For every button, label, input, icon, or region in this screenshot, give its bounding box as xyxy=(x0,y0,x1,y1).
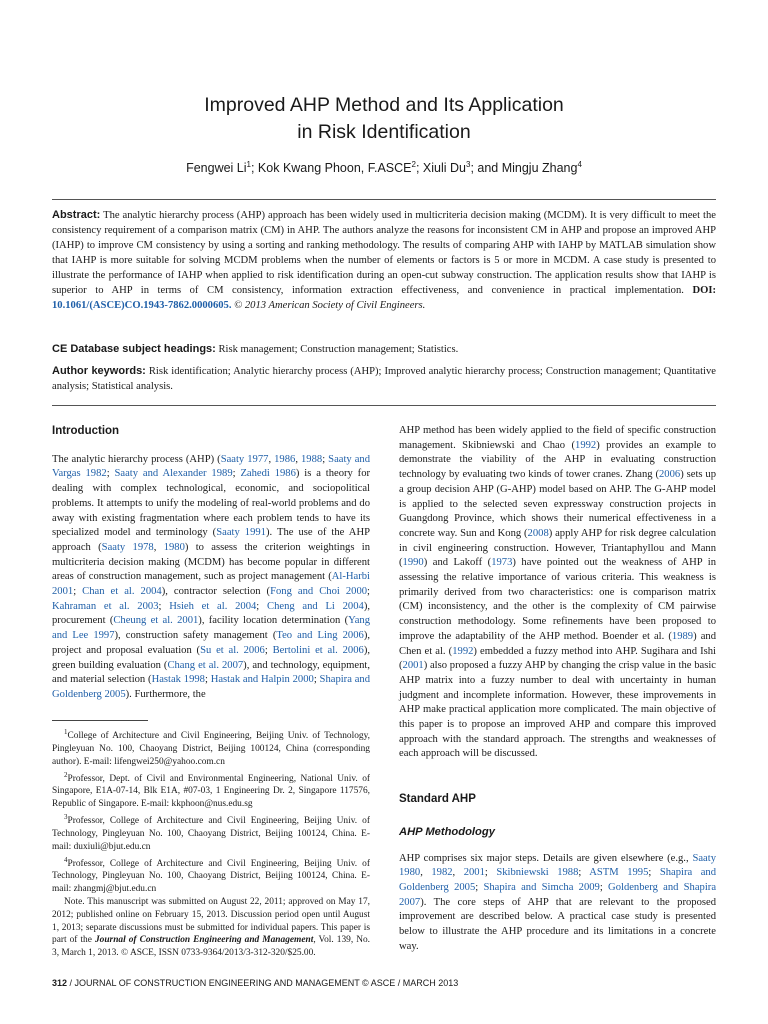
footnote-4 xyxy=(52,854,370,897)
citation-link[interactable]: 2006 xyxy=(659,469,681,481)
footnote-2 xyxy=(52,769,370,812)
citation-link[interactable]: Bertolini et al. 2006 xyxy=(272,644,364,656)
keywords-text: Risk identification; Analytic hierarchy process (AHP); Improved analytic hierarchy process; Construction management; Quantitative analysis; Statistical analysis. xyxy=(52,366,717,392)
manuscript-note xyxy=(52,896,370,960)
author-name: ; Xiuli Du xyxy=(415,161,466,176)
citation-link[interactable]: Al-Harbi 2001 xyxy=(52,571,370,598)
footnote-text: Professor, College of Architecture and Civil Engineering, Beijing Univ. of Technology, Pingleyuan No. 100, Chaoyang District, Beijing 100124, China. E-mail: zhangmj@bjut.edu.cn xyxy=(52,858,370,895)
body-text: ) is a theory for dealing with complex technological, economic, and sociopolitical problems. It attempts to unify the modeling of real-world problems and do away with existing fragmentation where each problem tends to have its specialized model and terminology ( xyxy=(52,468,371,539)
author-list xyxy=(0,160,768,175)
author-name: Fengwei Li xyxy=(186,161,247,176)
body-text: ; xyxy=(232,468,241,480)
journal-name: Journal of Construction Engineering and Management xyxy=(94,935,314,946)
divider-bottom xyxy=(52,405,716,406)
citation-link[interactable]: 2001 xyxy=(463,867,485,879)
author-name: ; Kok Kwang Phoon, F.ASCE xyxy=(250,161,412,176)
body-text: , xyxy=(268,453,275,465)
citation-link[interactable]: 2008 xyxy=(527,527,549,539)
body-text: ; xyxy=(313,674,320,686)
citation-link[interactable]: Hastak and Halpin 2000 xyxy=(210,674,314,686)
abstract xyxy=(52,208,716,313)
citation-link[interactable]: 1992 xyxy=(452,645,474,657)
body-text: ; xyxy=(475,881,484,893)
right-paragraph-1 xyxy=(399,424,716,762)
page-footer xyxy=(52,978,458,988)
citation-link[interactable]: Shapira and Goldenberg 2005 xyxy=(399,867,717,893)
paper-title xyxy=(0,92,768,146)
body-text: ) and Chen et al. ( xyxy=(399,630,716,657)
citation-link[interactable]: ASTM 1995 xyxy=(589,867,649,879)
body-text: ), procurement ( xyxy=(52,600,370,627)
body-text: The analytic hierarchy process (AHP) ( xyxy=(52,453,221,465)
citation-link[interactable]: 1986 xyxy=(274,453,296,465)
author-affil-mark: 2 xyxy=(411,160,416,169)
citation-link[interactable]: 1982 xyxy=(431,867,453,879)
citation-link[interactable]: 1990 xyxy=(402,557,424,569)
citation-link[interactable]: Saaty 1977 xyxy=(220,453,269,465)
footnote-mark: 1 xyxy=(64,728,68,736)
title-line-1: Improved AHP Method and Its Application xyxy=(204,94,564,116)
citation-link[interactable]: Skibniewski 1988 xyxy=(496,867,579,879)
citation-link[interactable]: 2001 xyxy=(402,660,424,672)
body-text: AHP method has been widely applied to the field of specific construction management. Skibniewski and Chao ( xyxy=(399,425,716,451)
citation-link[interactable]: Kahraman et al. 2003 xyxy=(52,600,159,612)
body-text: ; xyxy=(322,453,329,465)
body-text: ), project and proposal evaluation ( xyxy=(52,630,371,656)
body-text: ), green building evaluation ( xyxy=(52,644,370,671)
citation-link[interactable]: Saaty 1991 xyxy=(216,527,266,539)
body-text: ; xyxy=(73,586,83,598)
footnote-text: College of Architecture and Civil Engineering, Beijing Univ. of Technology, Pingleyuan No. 100, Chaoyang District, Beijing 100124, China (corresponding author). E-mail: lifengwei250@yahoo.com.cn xyxy=(52,731,370,767)
citation-link[interactable]: Saaty 1980 xyxy=(399,852,716,879)
citation-link[interactable]: 1992 xyxy=(575,439,597,451)
body-text: AHP comprises six major steps. Details are given elsewhere (e.g., xyxy=(399,852,693,864)
citation-link[interactable]: Saaty and Alexander 1989 xyxy=(114,468,233,480)
body-text: ) have pointed out the weakness of AHP in assessing the relative importance of various criteria. This weakness is primarily derived from two characteristics: one is comparison matrix (CM) inconsistency, and the other is the complexity of CM pairwise construction methodology. Some refinements have been proposed to improve the adaptability of the AHP method. Boender et al. ( xyxy=(399,557,716,642)
body-text: ) also proposed a fuzzy AHP by changing the crisp value in the basic AHP matrix into a fuzzy number to deal with uncertainty in human judgment and incomplete information. However, these improvements in AHP make practical application more complicated. The main objective of this paper is to propose an improved AHP and compare this improved approach with the standard approach. The strengths and weaknesses of each approach will be discussed. xyxy=(399,660,716,760)
body-text: , xyxy=(420,867,432,879)
footnotes xyxy=(52,726,370,960)
body-text: ; xyxy=(264,644,273,656)
citation-link[interactable]: Su et al. 2006 xyxy=(200,644,265,656)
body-text: ; xyxy=(106,468,115,480)
citation-link[interactable]: Cheung et al. 2001 xyxy=(113,615,199,627)
divider-top xyxy=(52,199,716,200)
subsection-heading-ahp-methodology: AHP Methodology xyxy=(399,825,495,838)
citation-link[interactable]: 1989 xyxy=(671,630,694,642)
footer-text: / JOURNAL OF CONSTRUCTION ENGINEERING AND MANAGEMENT © ASCE / MARCH 2013 xyxy=(67,978,459,988)
body-text: ; xyxy=(578,867,590,879)
author-affil-mark: 4 xyxy=(577,160,582,169)
copyright: © 2013 American Society of Civil Engineers. xyxy=(234,300,426,311)
body-text: ; xyxy=(204,674,211,686)
footnote-mark: 3 xyxy=(64,813,68,822)
citation-link[interactable]: Saaty 1978 xyxy=(101,541,154,553)
footnote-3 xyxy=(52,811,370,854)
body-text: ). The use of the AHP approach ( xyxy=(52,527,370,553)
citation-link[interactable]: Cheng and Li 2004 xyxy=(267,600,364,612)
body-text: ) sets up a group decision AHP (G-AHP) model based on AHP. The G-AHP model is applied to the selected seven expressway construction projects in Guangdong Province, which shows their numerical effectiveness in a concrete way. Sun and Kong ( xyxy=(399,469,717,539)
citation-link[interactable]: Saaty and Vargas 1982 xyxy=(52,453,371,480)
citation-link[interactable]: 1980 xyxy=(163,541,185,553)
ce-headings-text: Risk management; Construction management; Statistics. xyxy=(218,344,459,355)
citation-link[interactable]: Hastak 1998 xyxy=(151,674,205,686)
body-text: ; xyxy=(367,586,370,598)
body-text: ; xyxy=(158,600,170,612)
body-text: , xyxy=(153,541,164,553)
footnote-divider xyxy=(52,720,148,721)
author-affil-mark: 1 xyxy=(246,160,251,169)
body-text: ; xyxy=(648,867,660,879)
column-left xyxy=(52,424,370,703)
body-text: ) to assess the criterion weightings in multicriteria decision making (MCDM) has become popular in different areas of construction management, such as project management ( xyxy=(52,541,370,583)
section-heading-standard-ahp: Standard AHP xyxy=(399,793,476,806)
body-text: ) and Lakoff ( xyxy=(423,557,492,569)
page-number: 312 xyxy=(52,978,68,988)
citation-link[interactable]: Shapira and Goldenberg 2005 xyxy=(52,674,370,700)
citation-link[interactable]: Shapira and Simcha 2009 xyxy=(483,881,600,893)
body-text: ; xyxy=(484,867,497,879)
ce-subject-headings xyxy=(52,342,716,357)
footnote-text: Professor, Dept. of Civil and Environmental Engineering, National Univ. of Singapore, E1A-07-14, Blk E1A, #07-03, 1 Engineering Dr. 2, Singapore 117576, Republic of Singapore. E-mail: kkphoon@nus.edu.sg xyxy=(52,773,370,810)
abstract-label: Abstract: xyxy=(52,209,101,221)
body-text: ), facility location determination ( xyxy=(198,615,349,627)
note-text-end: , Vol. 139, No. 3, March 1, 2013. © ASCE, ISSN 0733-9364/2013/3-312-320/$25.00. xyxy=(52,935,370,959)
body-text: , xyxy=(295,453,301,465)
author-name: ; and Mingju Zhang xyxy=(470,161,578,176)
column-right xyxy=(399,424,716,955)
citation-link[interactable]: Zahedi 1986 xyxy=(240,468,296,480)
doi-label: DOI: xyxy=(692,285,716,296)
citation-link[interactable]: Fong and Choi 2000 xyxy=(270,586,368,598)
doi-link[interactable]: 10.1061/(ASCE)CO.1943-7862.0000605. xyxy=(52,300,232,311)
body-text: ). Furthermore, the xyxy=(125,688,206,700)
footnote-text: Professor, College of Architecture and Civil Engineering, Beijing Univ. of Technology, Pingleyuan No. 100, Chaoyang District, Beijing 100124, China. E-mail: duxiuli@bjut.edu.cn xyxy=(52,816,370,852)
body-text: ) embedded a fuzzy method into AHP. Sugihara and Ishi ( xyxy=(399,645,717,672)
body-text: ), and technology, equipment, and material selection ( xyxy=(52,659,370,686)
title-line-2: in Risk Identification xyxy=(297,121,471,143)
body-text: ) provides an example to demonstrate the viability of the AHP in evaluating construction technology by evaluating two kinds of tower cranes. Zhang ( xyxy=(399,439,717,481)
keywords-label: Author keywords: xyxy=(52,365,146,377)
citation-link[interactable]: Chan et al. 2004 xyxy=(82,586,162,598)
citation-link[interactable]: Teo and Ling 2006 xyxy=(276,630,364,642)
right-paragraph-2 xyxy=(399,852,716,955)
body-text: ), contractor selection ( xyxy=(161,586,271,598)
body-text: , xyxy=(452,867,464,879)
body-text: ) apply AHP for risk degree calculation in civil engineering construction. However, Triantaphyllou and Mann ( xyxy=(399,527,716,569)
body-text: ; xyxy=(599,881,609,893)
citation-link[interactable]: Hsieh et al. 2004 xyxy=(169,600,257,612)
author-keywords xyxy=(52,364,716,394)
note-text: Note. This manuscript was submitted on August 22, 2011; approved on May 17, 2012; published online on February 15, 2013. Discussion period open until August 1, 2013; separate discussions must be submitted for individual papers. This paper is part of the xyxy=(52,897,370,946)
footnote-mark: 4 xyxy=(64,855,68,864)
citation-link[interactable]: Goldenberg and Shapira 2007 xyxy=(399,881,717,908)
body-text: ). The core steps of AHP that are relevant to the proposed improvement are described below. A practical case study is presented below to illustrate the AHP procedure and its limitations in a concrete way. xyxy=(399,896,716,952)
ce-headings-label: CE Database subject headings: xyxy=(52,343,216,355)
citation-link[interactable]: 1988 xyxy=(301,453,323,465)
body-text: ), construction safety management ( xyxy=(114,630,277,642)
footnote-1 xyxy=(52,726,370,769)
citation-link[interactable]: Chang et al. 2007 xyxy=(167,659,244,671)
abstract-text: The analytic hierarchy process (AHP) approach has been widely used in multicriteria decision making (MCDM). It is very difficult to meet the consistency requirement of a comparison matrix (CM) in AHP. The authors analyze the reasons for inconsistent CM in AHP and propose an improved AHP (IAHP) to improve CM consistency by using a sorting and ranking methodology. The results of comparing AHP with IAHP by MATLAB simulation show that IAHP is more suitable for solving MCDM problems when the number of elements or factors is 5 or more in MCDM. A case study is presented to illustrate the performance of IAHP when applied to risk identification during an open-cut subway construction. The application results show that IAHP is superior to AHP in terms of CM consistency, information extraction effectiveness, and convenience in practical implementation. xyxy=(52,210,716,296)
author-affil-mark: 3 xyxy=(465,160,471,169)
footnote-mark: 2 xyxy=(64,770,68,779)
citation-link[interactable]: Yang and Lee 1997 xyxy=(52,615,370,642)
citation-link[interactable]: 1973 xyxy=(491,557,513,569)
intro-paragraph xyxy=(52,453,370,703)
body-text: ; xyxy=(256,600,267,612)
section-heading-introduction: Introduction xyxy=(52,425,120,437)
